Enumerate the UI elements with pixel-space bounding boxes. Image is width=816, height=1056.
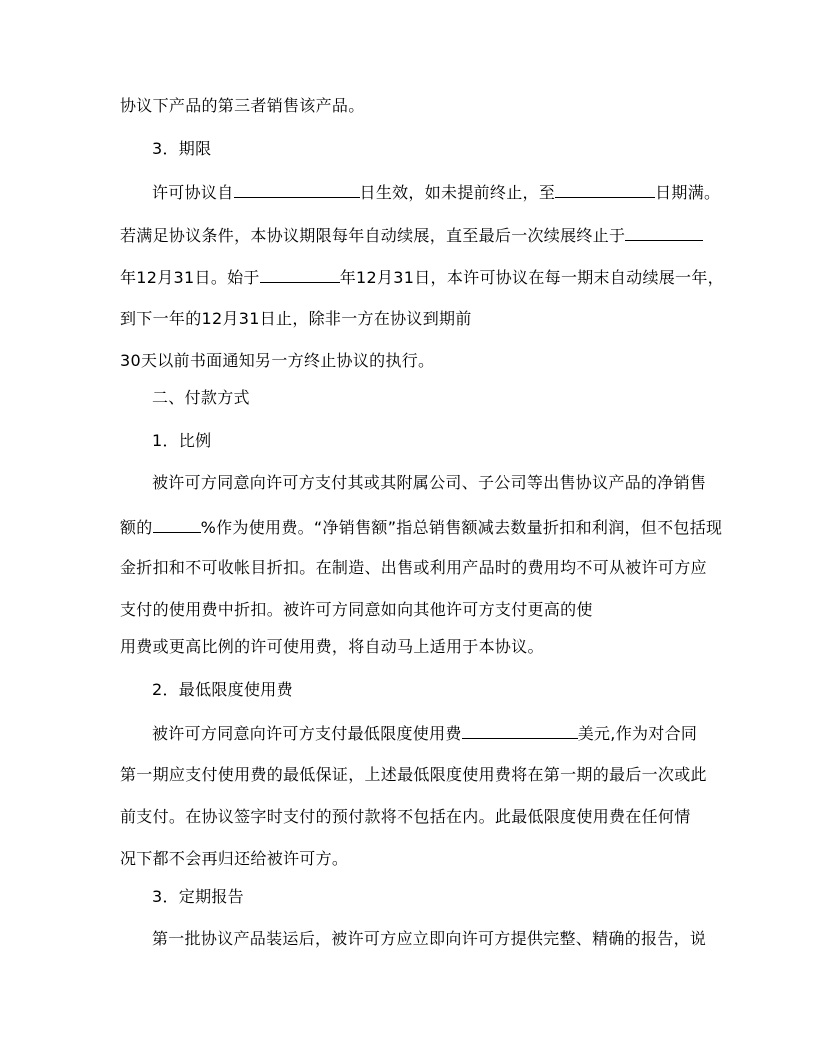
paragraph-line: 额的 %作为使用费。“净销售额”指总销售额减去数量折扣和利润，但不包括现: [120, 518, 723, 537]
section-heading-periodic-report: 3．定期报告: [152, 887, 244, 906]
paragraph-line: 况下都不会再归还给被许可方。: [120, 849, 349, 868]
paragraph-line: 第一期应支付使用费的最低保证，上述最低限度使用费将在第一期的最后一次或此: [120, 765, 707, 784]
fill-in-blank: [555, 181, 655, 198]
paragraph-line: 若满足协议条件，本协议期限每年自动续展，直至最后一次续展终止于: [120, 224, 703, 246]
paragraph-line: 被许可方同意向许可方支付其或其附属公司、子公司等出售协议产品的净销售: [152, 473, 707, 492]
paragraph-line: 用费或更高比例的许可使用费，将自动马上适用于本协议。: [120, 637, 544, 656]
paragraph-line: 被许可方同意向许可方支付最低限度使用费 美元,作为对合同: [152, 724, 698, 743]
fill-in-blank: [234, 181, 360, 198]
paragraph-line: 前支付。在协议签字时支付的预付款将不包括在内。此最低限度使用费在任何情: [120, 807, 691, 826]
fill-in-blank: [260, 266, 340, 283]
paragraph-line: 支付的使用费中折扣。被许可方同意如向其他许可方支付更高的使: [120, 600, 593, 619]
paragraph-line: 年12月31日。始于 年12月31日，本许可协议在每一期末自动续展一年，: [120, 268, 724, 287]
paragraph-line: 协议下产品的第三者销售该产品。: [120, 96, 365, 115]
section-heading-term: 3．期限: [152, 139, 212, 158]
section-heading-payment: 二、付款方式: [152, 388, 250, 407]
paragraph-line: 许可协议自 日生效，如未提前终止，至 日期满。: [152, 183, 721, 202]
section-heading-minimum-fee: 2．最低限度使用费: [152, 680, 293, 699]
paragraph-line: 到下一年的12月31日止，除非一方在协议到期前: [120, 309, 472, 328]
fill-in-blank: [153, 516, 201, 533]
fill-in-blank: [462, 722, 578, 739]
paragraph-line: 金折扣和不可收帐目折扣。在制造、出售或利用产品时的费用均不可从被许可方应: [120, 558, 707, 577]
fill-in-blank: [625, 224, 703, 241]
paragraph-line: 第一批协议产品装运后，被许可方应立即向许可方提供完整、精确的报告，说: [152, 929, 707, 948]
section-heading-ratio: 1．比例: [152, 431, 212, 450]
paragraph-line: 30天以前书面通知另一方终止协议的执行。: [120, 351, 435, 370]
